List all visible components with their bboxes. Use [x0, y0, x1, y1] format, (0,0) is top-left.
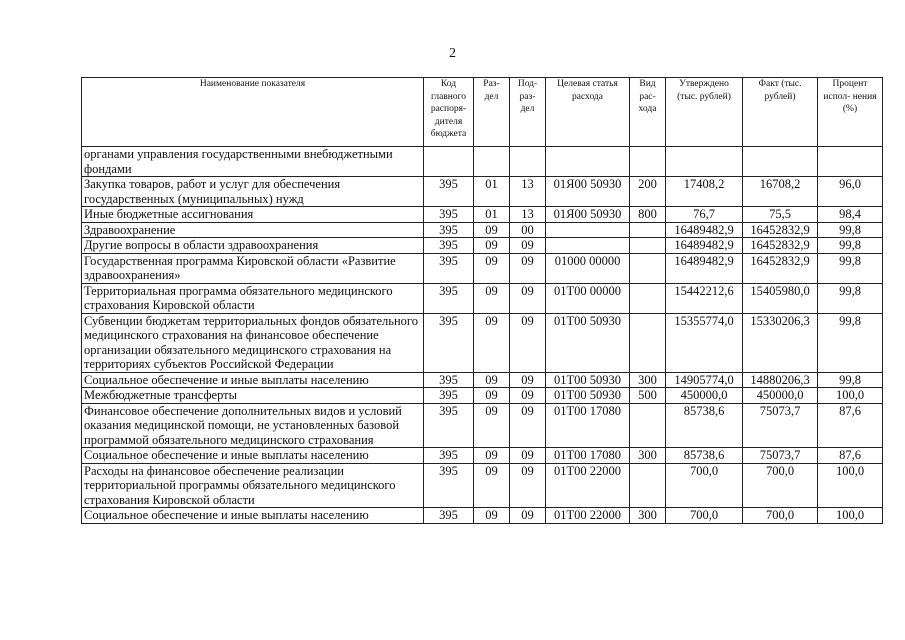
cell-percent: 99,8 [818, 313, 883, 372]
cell-fact: 450000,0 [743, 388, 818, 404]
cell-code: 395 [424, 177, 474, 207]
cell-target: 01Я00 50930 [546, 207, 630, 223]
cell-target [546, 238, 630, 254]
cell-subsection: 09 [510, 238, 546, 254]
table-row [82, 222, 883, 238]
cell-type [630, 313, 666, 372]
cell-name: Расходы на финансовое обеспечение реализации территориальной программы обязательного медицинского страхования Кировской области [82, 463, 424, 508]
cell-subsection: 13 [510, 177, 546, 207]
cell-approved: 15355774,0 [666, 313, 743, 372]
col-header-code: Код главного распоря- дителя бюджета [424, 78, 474, 147]
cell-subsection: 09 [510, 253, 546, 283]
cell-fact: 75073,7 [743, 448, 818, 464]
cell-section: 09 [474, 222, 510, 238]
cell-type: 800 [630, 207, 666, 223]
cell-type [630, 253, 666, 283]
cell-code: 395 [424, 372, 474, 388]
cell-type [630, 463, 666, 508]
cell-target [546, 147, 630, 177]
cell-code: 395 [424, 238, 474, 254]
cell-code: 395 [424, 388, 474, 404]
cell-code: 395 [424, 222, 474, 238]
cell-name: Государственная программа Кировской области «Развитие здравоохранения» [82, 253, 424, 283]
cell-code: 395 [424, 448, 474, 464]
cell-type: 300 [630, 372, 666, 388]
cell-target: 01Т00 50930 [546, 313, 630, 372]
cell-approved: 16489482,9 [666, 253, 743, 283]
cell-percent: 99,8 [818, 238, 883, 254]
cell-section: 09 [474, 463, 510, 508]
cell-code: 395 [424, 313, 474, 372]
cell-name: Социальное обеспечение и иные выплаты населению [82, 508, 424, 524]
cell-approved: 15442212,6 [666, 283, 743, 313]
table-row [82, 238, 883, 254]
col-header-approved: Утверждено (тыс. рублей) [666, 78, 743, 147]
cell-approved: 85738,6 [666, 403, 743, 448]
cell-type: 300 [630, 508, 666, 524]
cell-target: 01Т00 00000 [546, 283, 630, 313]
cell-target: 01Т00 22000 [546, 508, 630, 524]
table-row [82, 253, 883, 283]
cell-name: Здравоохранение [82, 222, 424, 238]
cell-fact: 15405980,0 [743, 283, 818, 313]
cell-approved [666, 147, 743, 177]
cell-subsection: 09 [510, 313, 546, 372]
cell-fact: 16452832,9 [743, 238, 818, 254]
cell-target: 01Т00 17080 [546, 448, 630, 464]
col-header-percent: Процент испол- нения (%) [818, 78, 883, 147]
cell-approved: 16489482,9 [666, 238, 743, 254]
table-row [82, 147, 883, 177]
cell-section [474, 147, 510, 177]
col-header-subsection: Под- раз- дел [510, 78, 546, 147]
cell-type: 500 [630, 388, 666, 404]
cell-approved: 76,7 [666, 207, 743, 223]
cell-fact: 700,0 [743, 508, 818, 524]
cell-name: Межбюджетные трансферты [82, 388, 424, 404]
cell-section: 09 [474, 238, 510, 254]
cell-code: 395 [424, 283, 474, 313]
cell-name: Субвенции бюджетам территориальных фондов обязательного медицинского страхования на финансовое обеспечение организации обязательного медицинского страхования на территориях субъектов Российской Федерации [82, 313, 424, 372]
cell-approved: 16489482,9 [666, 222, 743, 238]
cell-percent: 99,8 [818, 372, 883, 388]
table-row [82, 388, 883, 404]
cell-subsection: 09 [510, 403, 546, 448]
cell-name: Социальное обеспечение и иные выплаты населению [82, 448, 424, 464]
cell-section: 09 [474, 448, 510, 464]
cell-type [630, 238, 666, 254]
cell-fact: 16452832,9 [743, 253, 818, 283]
cell-subsection: 09 [510, 508, 546, 524]
cell-code: 395 [424, 463, 474, 508]
cell-target [546, 222, 630, 238]
table-row [82, 448, 883, 464]
cell-percent: 96,0 [818, 177, 883, 207]
col-header-target: Целевая статья расхода [546, 78, 630, 147]
cell-code: 395 [424, 207, 474, 223]
table-row [82, 313, 883, 372]
cell-percent [818, 147, 883, 177]
cell-percent: 99,8 [818, 283, 883, 313]
budget-table [81, 77, 883, 524]
col-header-fact: Факт (тыс. рублей) [743, 78, 818, 147]
cell-type [630, 147, 666, 177]
cell-section: 09 [474, 283, 510, 313]
cell-subsection [510, 147, 546, 177]
cell-type [630, 222, 666, 238]
cell-percent: 98,4 [818, 207, 883, 223]
cell-target: 01Т00 17080 [546, 403, 630, 448]
col-header-type: Вид рас- хода [630, 78, 666, 147]
col-header-section: Раз- дел [474, 78, 510, 147]
table-row [82, 283, 883, 313]
cell-approved: 17408,2 [666, 177, 743, 207]
table-row [82, 207, 883, 223]
table-header-row [82, 78, 883, 147]
table-row [82, 463, 883, 508]
cell-code: 395 [424, 403, 474, 448]
cell-section: 01 [474, 207, 510, 223]
table-row [82, 403, 883, 448]
cell-fact: 15330206,3 [743, 313, 818, 372]
cell-approved: 450000,0 [666, 388, 743, 404]
cell-name: Закупка товаров, работ и услуг для обеспечения государственных (муниципальных) нужд [82, 177, 424, 207]
cell-type: 200 [630, 177, 666, 207]
cell-percent: 100,0 [818, 463, 883, 508]
cell-subsection: 09 [510, 388, 546, 404]
cell-target: 01Т00 22000 [546, 463, 630, 508]
cell-percent: 99,8 [818, 253, 883, 283]
cell-fact: 75,5 [743, 207, 818, 223]
cell-name: Иные бюджетные ассигнования [82, 207, 424, 223]
cell-name: Территориальная программа обязательного медицинского страхования Кировской области [82, 283, 424, 313]
cell-type [630, 283, 666, 313]
table-row [82, 177, 883, 207]
cell-fact: 75073,7 [743, 403, 818, 448]
cell-target: 01Я00 50930 [546, 177, 630, 207]
cell-section: 09 [474, 508, 510, 524]
cell-section: 01 [474, 177, 510, 207]
cell-fact: 700,0 [743, 463, 818, 508]
cell-section: 09 [474, 388, 510, 404]
cell-percent: 87,6 [818, 448, 883, 464]
cell-name: органами управления государственными внебюджетными фондами [82, 147, 424, 177]
cell-section: 09 [474, 372, 510, 388]
table-row [82, 372, 883, 388]
page-number: 2 [449, 46, 456, 61]
cell-subsection: 09 [510, 448, 546, 464]
cell-subsection: 00 [510, 222, 546, 238]
cell-target: 01Т00 50930 [546, 388, 630, 404]
cell-subsection: 09 [510, 463, 546, 508]
cell-code: 395 [424, 508, 474, 524]
cell-approved: 700,0 [666, 508, 743, 524]
cell-fact: 16708,2 [743, 177, 818, 207]
col-header-name: Наименование показателя [82, 78, 424, 147]
cell-name: Социальное обеспечение и иные выплаты населению [82, 372, 424, 388]
cell-section: 09 [474, 253, 510, 283]
cell-section: 09 [474, 313, 510, 372]
cell-target: 01Т00 50930 [546, 372, 630, 388]
cell-type: 300 [630, 448, 666, 464]
cell-code [424, 147, 474, 177]
cell-name: Финансовое обеспечение дополнительных видов и условий оказания медицинской помощи, не установленных базовой программой обязательного медицинского страхования [82, 403, 424, 448]
cell-fact [743, 147, 818, 177]
cell-section: 09 [474, 403, 510, 448]
cell-subsection: 09 [510, 283, 546, 313]
table-row [82, 508, 883, 524]
cell-approved: 14905774,0 [666, 372, 743, 388]
cell-target: 01000 00000 [546, 253, 630, 283]
cell-percent: 100,0 [818, 508, 883, 524]
cell-fact: 14880206,3 [743, 372, 818, 388]
cell-subsection: 13 [510, 207, 546, 223]
cell-fact: 16452832,9 [743, 222, 818, 238]
cell-type [630, 403, 666, 448]
cell-name: Другие вопросы в области здравоохранения [82, 238, 424, 254]
cell-percent: 99,8 [818, 222, 883, 238]
cell-approved: 85738,6 [666, 448, 743, 464]
cell-code: 395 [424, 253, 474, 283]
cell-percent: 100,0 [818, 388, 883, 404]
cell-approved: 700,0 [666, 463, 743, 508]
cell-subsection: 09 [510, 372, 546, 388]
cell-percent: 87,6 [818, 403, 883, 448]
